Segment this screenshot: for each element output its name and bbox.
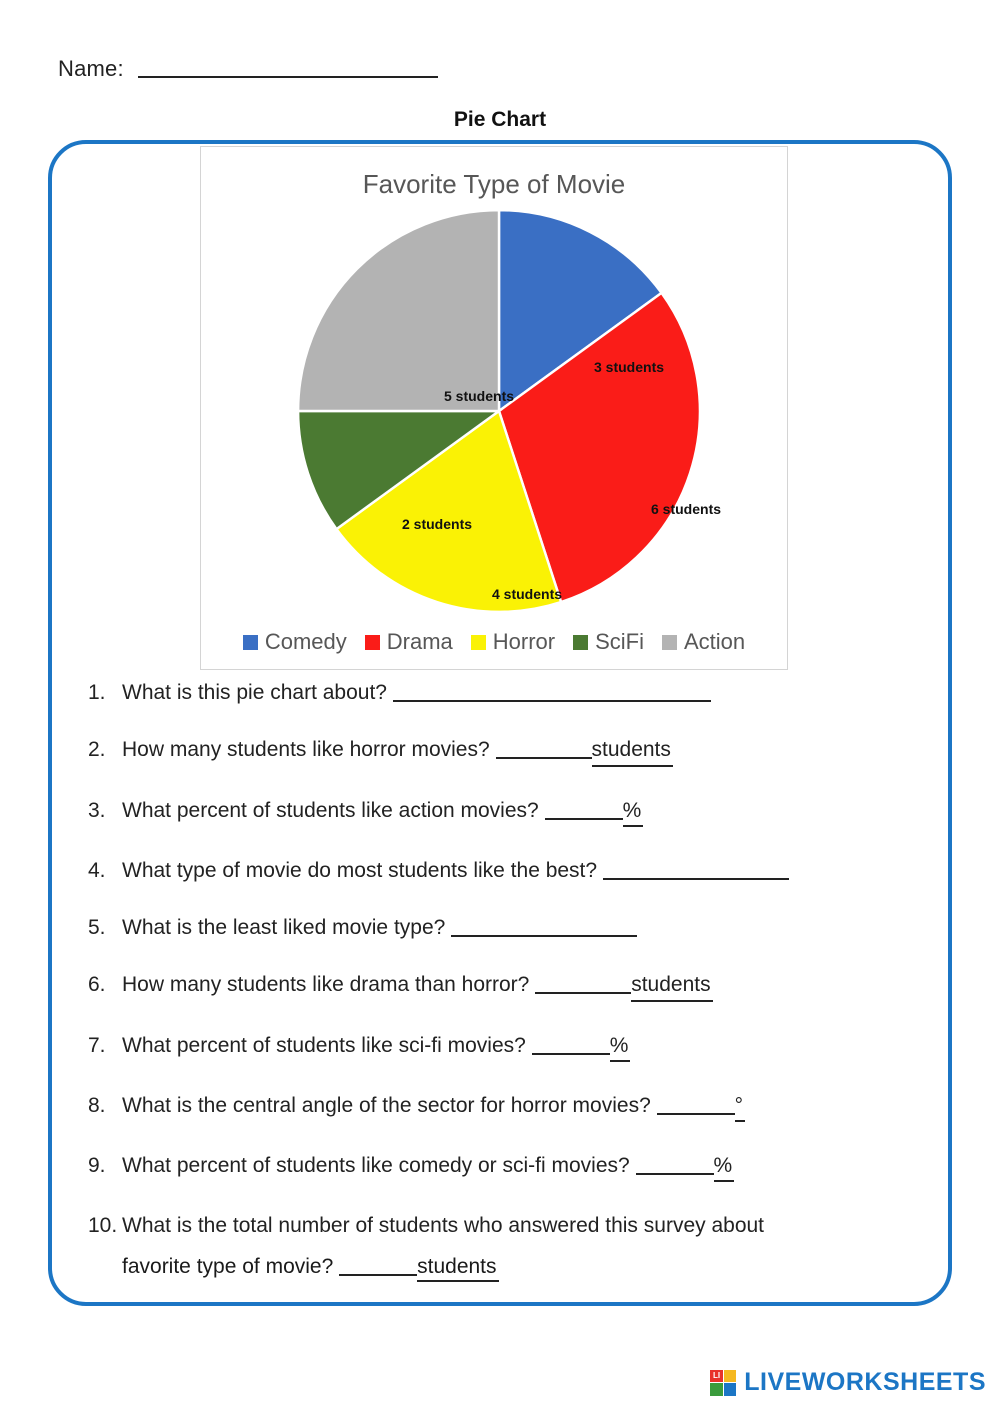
question-prompt: What percent of students like sci-fi movies?: [122, 1033, 526, 1057]
question-text: [122, 680, 928, 706]
question-text: [122, 798, 928, 827]
legend-label: Action: [684, 629, 746, 654]
legend-label: Drama: [386, 629, 453, 654]
answer-blank[interactable]: [339, 1256, 417, 1276]
slice-label-action: 5 students: [444, 388, 515, 404]
name-input-blank[interactable]: [138, 56, 438, 78]
slice-label-scifi: 2 students: [402, 516, 473, 532]
footer-branding: [710, 1368, 986, 1397]
answer-unit: %: [623, 798, 644, 827]
answer-unit: students: [417, 1255, 498, 1282]
pie-svg: [294, 206, 704, 616]
name-label: Name:: [58, 56, 124, 81]
brand-name: LIVEWORKSHEETS: [744, 1368, 986, 1396]
legend-swatch-icon: [573, 635, 588, 650]
legend-item-action: [662, 629, 745, 655]
answer-unit: students: [631, 972, 712, 1001]
logo-tile-li: LI: [710, 1370, 723, 1383]
legend-label: Horror: [492, 629, 556, 654]
question-item: [88, 798, 928, 827]
question-prompt: What is the least liked movie type?: [122, 916, 446, 939]
question-prompt: What percent of students like action movies?: [122, 798, 539, 822]
answer-unit: °: [735, 1093, 745, 1122]
legend-item-drama: [365, 629, 453, 655]
legend-item-comedy: [243, 629, 347, 655]
logo-tile-ve: [724, 1370, 737, 1383]
question-prompt: What is the total number of students who answered this survey about: [122, 1214, 765, 1238]
question-prompt: What is this pie chart about?: [122, 681, 387, 704]
legend-swatch-icon: [243, 635, 258, 650]
question-prompt: What type of movie do most students like the best?: [122, 858, 598, 882]
question-prompt: How many students like drama than horror?: [122, 973, 530, 997]
question-number: 8.: [88, 1093, 106, 1117]
question-text: [122, 737, 928, 766]
chart-title: Favorite Type of Movie: [362, 169, 626, 199]
liveworksheets-logo-icon: [710, 1370, 736, 1396]
answer-blank[interactable]: [545, 800, 623, 820]
pie-slices: [294, 206, 704, 616]
pie-slice-action: [298, 210, 499, 411]
question-number: 3.: [88, 798, 106, 822]
logo-tile-3: [710, 1383, 723, 1396]
answer-blank[interactable]: [532, 1035, 610, 1055]
pie-chart-card: [200, 146, 788, 670]
question-item: [88, 858, 928, 884]
question-number: 2.: [88, 738, 106, 762]
answer-blank[interactable]: [393, 682, 711, 702]
logo-tile-4: [724, 1383, 737, 1396]
legend-item-horror: [471, 629, 555, 655]
answer-blank[interactable]: [603, 860, 789, 880]
question-text: [122, 915, 928, 941]
legend-swatch-icon: [365, 635, 380, 650]
legend-swatch-icon: [662, 635, 677, 650]
legend-label: SciFi: [595, 629, 644, 654]
legend-label: Comedy: [264, 629, 347, 654]
question-item: [88, 737, 928, 766]
question-number: 1.: [88, 681, 106, 704]
question-text: [122, 1213, 928, 1239]
question-number: 7.: [88, 1033, 106, 1057]
question-text: [122, 1033, 928, 1062]
question-list: [88, 680, 928, 1282]
question-prompt-continued: favorite type of movie?: [122, 1254, 334, 1278]
question-prompt: What is the central angle of the sector for horror movies?: [122, 1093, 651, 1117]
chart-legend: [201, 629, 787, 655]
pie-chart: [284, 206, 722, 616]
question-text: [122, 972, 928, 1001]
answer-unit: %: [610, 1033, 631, 1062]
question-item: [88, 680, 928, 706]
question-text: [122, 858, 928, 884]
question-number: 9.: [88, 1154, 106, 1177]
name-field-row: [58, 56, 438, 82]
question-text: [122, 1153, 928, 1182]
question-prompt: How many students like horror movies?: [122, 738, 490, 762]
question-item: [88, 1213, 928, 1239]
answer-unit: students: [592, 737, 673, 766]
question-item: [88, 972, 928, 1001]
slice-label-comedy: 3 students: [594, 359, 665, 375]
answer-blank[interactable]: [451, 917, 637, 937]
question-number: 10.: [88, 1214, 118, 1238]
answer-blank[interactable]: [657, 1095, 735, 1115]
slice-label-drama: 6 students: [651, 501, 722, 517]
question-number: 6.: [88, 973, 106, 997]
answer-blank[interactable]: [535, 974, 631, 994]
legend-swatch-icon: [471, 635, 486, 650]
question-prompt: What percent of students like comedy or sci-fi movies?: [122, 1154, 630, 1177]
question-item: [88, 1153, 928, 1182]
answer-unit: %: [714, 1153, 735, 1182]
slice-label-horror: 4 students: [492, 586, 563, 602]
question-text: [122, 1093, 928, 1122]
answer-blank[interactable]: [496, 739, 592, 759]
question-item: [88, 1093, 928, 1122]
legend-item-scifi: [573, 629, 644, 655]
page-title: Pie Chart: [453, 108, 547, 131]
question-item: [88, 915, 928, 941]
question-number: 4.: [88, 858, 106, 882]
question-item-continued: [122, 1255, 928, 1282]
question-item: [88, 1033, 928, 1062]
answer-blank[interactable]: [636, 1155, 714, 1175]
question-number: 5.: [88, 916, 106, 939]
